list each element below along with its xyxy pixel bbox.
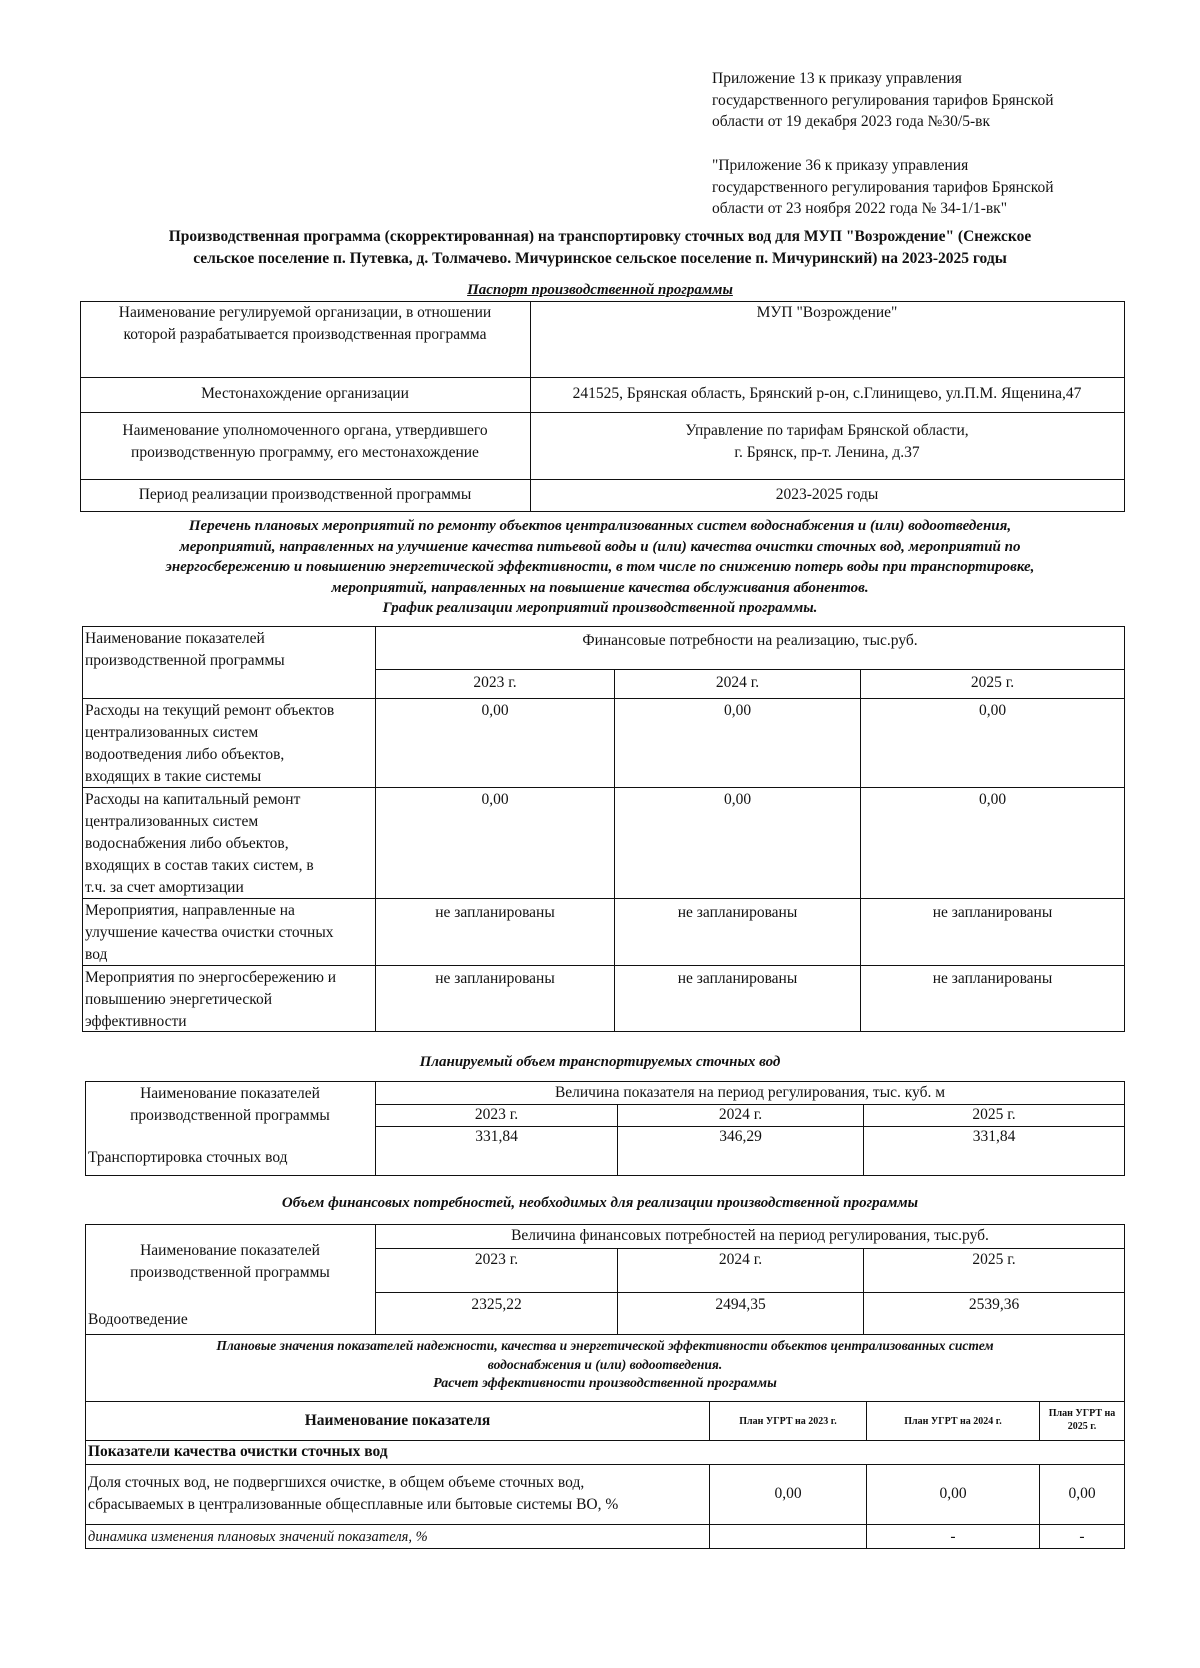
finance-header-label: Наименование показателей производственной программы [130, 1242, 330, 1281]
schedule-cell: не запланированы [932, 970, 1053, 987]
volume-header-value: Величина показателя на период регулирования, тыс. куб. м [554, 1084, 946, 1101]
finance-year: 2023 г. [474, 1251, 519, 1268]
schedule-cell: 0,00 [481, 702, 509, 719]
appendix-line: Приложение 13 к приказу управления [712, 70, 962, 87]
schedule-row-label: Расходы на текущий ремонт объектов централизованных систем водоотведения либо объектов, входящих в такие системы [85, 702, 335, 785]
indicators-heading: Плановые значения показателей надежности, качества и энергетической эффективности объектов централизованных систем водоснабжения и (или) водоотведения. Расчет эффективности производственной программы [216, 1338, 994, 1391]
passport-value-organization: МУП "Возрождение" [756, 304, 898, 321]
indicators-col-2025: План УГРТ на 2025 г. [1048, 1408, 1116, 1432]
finance-year: 2025 г. [972, 1251, 1016, 1268]
appendix-line: государственного регулирования тарифов Брянской [712, 178, 1054, 196]
indicators-col-2024: План УГРТ на 2024 г. [904, 1416, 1002, 1427]
measures-heading: Перечень плановых мероприятий по ремонту объектов централизованных систем водоснабжения и (или) водоотведения, мероприятий, направленных на улучшение качества питьевой воды и (или) качества очистки сточных вод, мероприятий по энергосбережению и повышению энергетической эффективности, в том числе по снижению потерь воды при транспортировке, мероприятий, направленных на повышение качества обслуживания абонентов. График реализации мероприятий производственной программы. [165, 518, 1035, 616]
passport-label-location: Местонахождение организации [201, 385, 409, 402]
schedule-year: 2025 г. [970, 674, 1015, 691]
indicators-dynamics-cell: - [950, 1528, 956, 1545]
volume-cell: 331,84 [475, 1128, 518, 1145]
finance-heading: Объем финансовых потребностей, необходимых для реализации производственной программы [281, 1195, 919, 1211]
indicators-cell: 0,00 [1068, 1485, 1096, 1502]
appendix-13 [712, 68, 1054, 133]
appendix-line: "Приложение 36 к приказу управления [712, 157, 969, 174]
appendix-36 [712, 155, 1054, 220]
schedule-cell: 0,00 [723, 702, 752, 719]
schedule-cell: 0,00 [481, 791, 509, 808]
finance-cell: 2325,22 [471, 1296, 522, 1313]
finance-year: 2024 г. [718, 1251, 763, 1268]
volume-row-label: Транспортировка сточных вод [88, 1149, 288, 1166]
schedule-year: 2023 г. [473, 674, 517, 691]
volume-cell: 346,29 [719, 1128, 762, 1145]
appendix-line: государственного регулирования тарифов Брянской [712, 91, 1054, 109]
passport-value-location: 241525, Брянская область, Брянский р-он, с.Глинищево, ул.П.М. Ященина,47 [572, 385, 1082, 402]
volume-year: 2025 г. [972, 1106, 1016, 1123]
appendix-line: области от 19 декабря 2023 года №30/5-вк [712, 113, 990, 130]
schedule-row-label: Расходы на капитальный ремонт централизованных систем водоснабжения либо объектов, входящих в состав таких систем, в т.ч. за счет амортизации [85, 791, 314, 896]
volume-heading: Планируемый объем транспортируемых сточных вод [419, 1054, 781, 1070]
schedule-cell: не запланированы [435, 904, 555, 921]
indicators-row-label: Доля сточных вод, не подвергшихся очистке, в общем объеме сточных вод, сбрасываемых в централизованные общесплавные или бытовые системы ВО, % [88, 1474, 619, 1513]
passport-heading: Паспорт производственной программы [467, 282, 733, 298]
schedule-header-fin: Финансовые потребности на реализацию, тыс.руб. [582, 632, 918, 649]
passport-value-authority: Управление по тарифам Брянской области, г. Брянск, пр-т. Ленина, д.37 [685, 422, 969, 461]
volume-cell: 331,84 [972, 1128, 1016, 1145]
appendix-line: области от 23 ноября 2022 года № 34-1/1-вк" [712, 200, 1008, 217]
finance-row-label: Водоотведение [88, 1311, 188, 1328]
schedule-cell: 0,00 [978, 791, 1007, 808]
indicators-cell: 0,00 [774, 1485, 802, 1502]
volume-year: 2023 г. [474, 1106, 519, 1123]
finance-cell: 2539,36 [968, 1296, 1020, 1313]
schedule-header-label: Наименование показателей производственной программы [85, 630, 285, 669]
schedule-year: 2024 г. [715, 674, 760, 691]
indicators-col-name: Наименование показателя [304, 1412, 491, 1429]
document-title [80, 226, 1120, 270]
title-line: сельское поселение п. Путевка, д. Толмачево. Мичуринское сельское поселение п. Мичуринский) на 2023-2025 годы [193, 250, 1007, 267]
volume-header-label: Наименование показателей производственной программы [130, 1085, 330, 1124]
volume-year: 2024 г. [718, 1106, 763, 1123]
schedule-cell: не запланированы [435, 970, 555, 987]
indicators-cell: 0,00 [939, 1485, 967, 1502]
indicators-dynamics-cell: - [1079, 1528, 1085, 1545]
passport-value-period: 2023-2025 годы [775, 486, 879, 503]
passport-label-period: Период реализации производственной программы [138, 486, 472, 503]
title-line: Производственная программа (скорректированная) на транспортировку сточных вод для МУП "Возрождение" (Снежское [168, 228, 1032, 245]
schedule-cell: 0,00 [723, 791, 752, 808]
indicators-col-2023: План УГРТ на 2023 г. [739, 1416, 837, 1427]
indicators-dynamics-label: динамика изменения плановых значений показателя, % [88, 1529, 428, 1545]
passport-label-organization: Наименование регулируемой организации, в отношении которой разрабатывается производственная программа [118, 304, 492, 343]
schedule-cell: не запланированы [677, 970, 798, 987]
schedule-cell: 0,00 [978, 702, 1007, 719]
finance-header-value: Величина финансовых потребностей на период регулирования, тыс.руб. [511, 1227, 989, 1244]
schedule-cell: не запланированы [677, 904, 798, 921]
passport-label-authority: Наименование уполномоченного органа, утвердившего производственную программу, его местонахождение [122, 422, 488, 461]
schedule-cell: не запланированы [932, 904, 1053, 921]
schedule-row-label: Мероприятия по энергосбережению и повышению энергетической эффективности [85, 969, 337, 1030]
indicators-section: Показатели качества очистки сточных вод [88, 1443, 388, 1460]
finance-cell: 2494,35 [715, 1296, 766, 1313]
schedule-row-label: Мероприятия, направленные на улучшение качества очистки сточных вод [85, 902, 334, 963]
